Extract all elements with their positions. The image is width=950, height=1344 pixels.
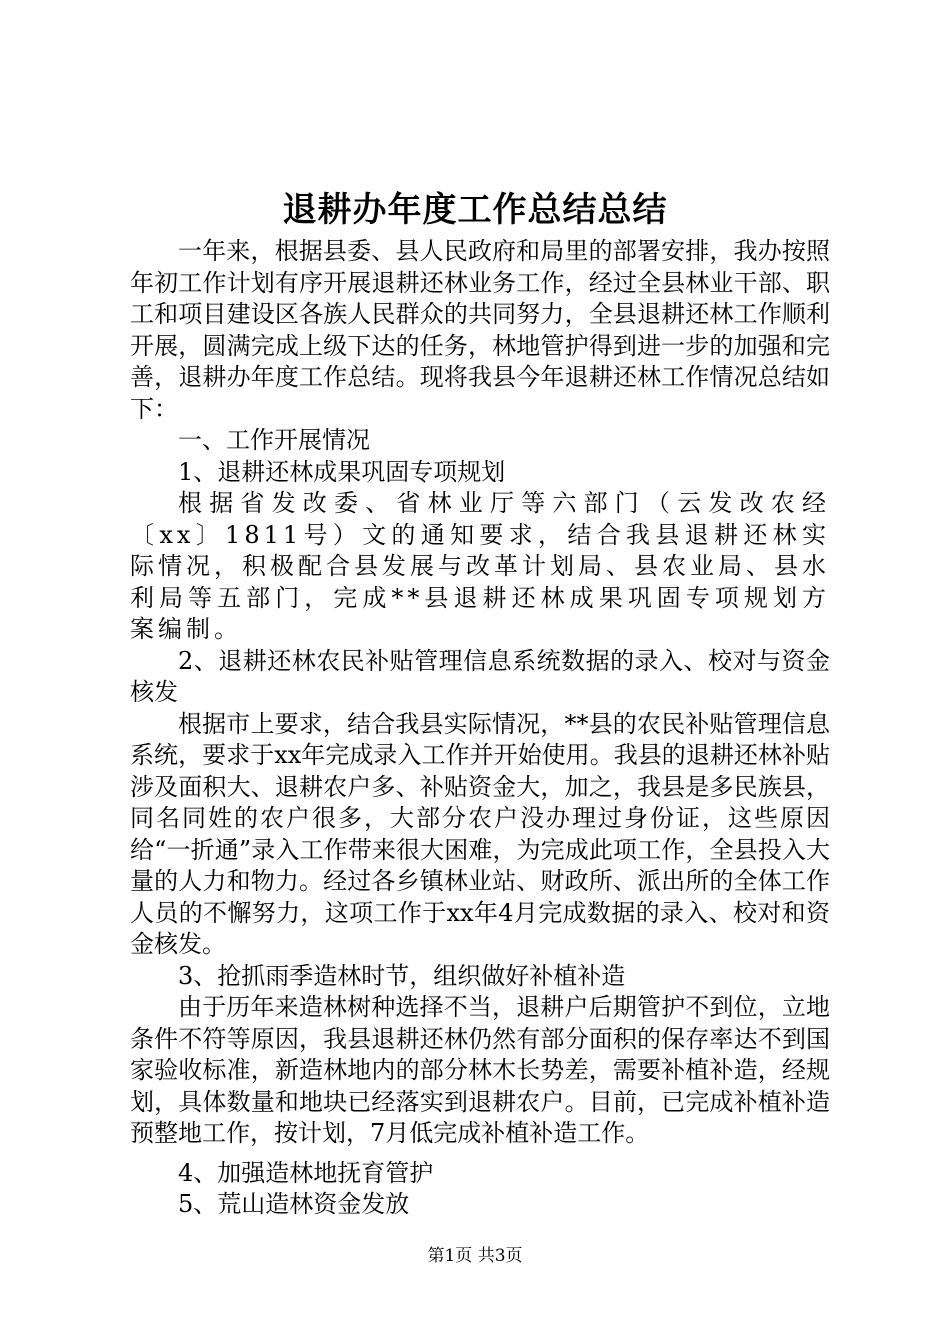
item-heading-2: 2、退耕还林农民补贴管理信息系统数据的录入、校对与资金核发 <box>130 646 830 706</box>
item-heading-3: 3、抢抓雨季造林时节，组织做好补植补造 <box>178 961 626 990</box>
item-heading-4: 4、加强造林地抚育管护 <box>178 1158 434 1187</box>
page-footer: 第1页 共3页 <box>427 1246 523 1266</box>
item-paragraph-2: 根据市上要求，结合我县实际情况，**县的农民补贴管理信息系统，要求于xx年完成录入工作并开始使用。我县的退耕还林补贴涉及面积大、退耕农户多、补贴资金大，加之，我县是多民族县，同名同姓的农户很多，大部分农户没办理过身份证，这些原因给“一折通”录入工作带来很大困难，为完成此项工作，全县投入大量的人力和物力。经过各乡镇林业站、财政所、派出所的全体工作人员的不懈努力，这项工作于xx年4月完成数据的录入、校对和资金核发。 <box>130 709 830 958</box>
document-body <box>130 236 830 1221</box>
item-paragraph-3: 由于历年来造林树种选择不当，退耕户后期管护不到位，立地条件不符等原因，我县退耕还林仍然有部分面积的保存率达不到国家验收标准，新造林地内的部分林木长势差，需要补植补造，经规划，具体数量和地块已经落实到退耕农户。目前，已完成补植补造预整地工作，按计划，7月低完成补植补造工作。 <box>130 993 830 1147</box>
section-heading: 一、工作开展情况 <box>178 426 370 454</box>
item-paragraph-1: 根据省发改委、省林业厅等六部门（云发改农经〔xx〕1811号）文的通知要求，结合我县退耕还林实际情况，积极配合县发展与改革计划局、县农业局、县水利局等五部门，完成**县退耕还林成果巩固专项规划方案编制。 <box>130 489 830 643</box>
item-heading-5: 5、荒山造林资金发放 <box>178 1190 410 1218</box>
item-heading-1: 1、退耕还林成果巩固专项规划 <box>178 457 506 486</box>
intro-paragraph: 一年来，根据县委、县人民政府和局里的部署安排，我办按照年初工作计划有序开展退耕还林业务工作，经过全县林业干部、职工和项目建设区各族人民群众的共同努力，全县退耕还林工作顺利开展，圆满完成上级下达的任务，林地管护得到进一步的加强和完善，退耕办年度工作总结。现将我县今年退耕还林工作情况总结如下： <box>130 237 830 423</box>
page-title: 退耕办年度工作总结总结 <box>282 190 668 230</box>
